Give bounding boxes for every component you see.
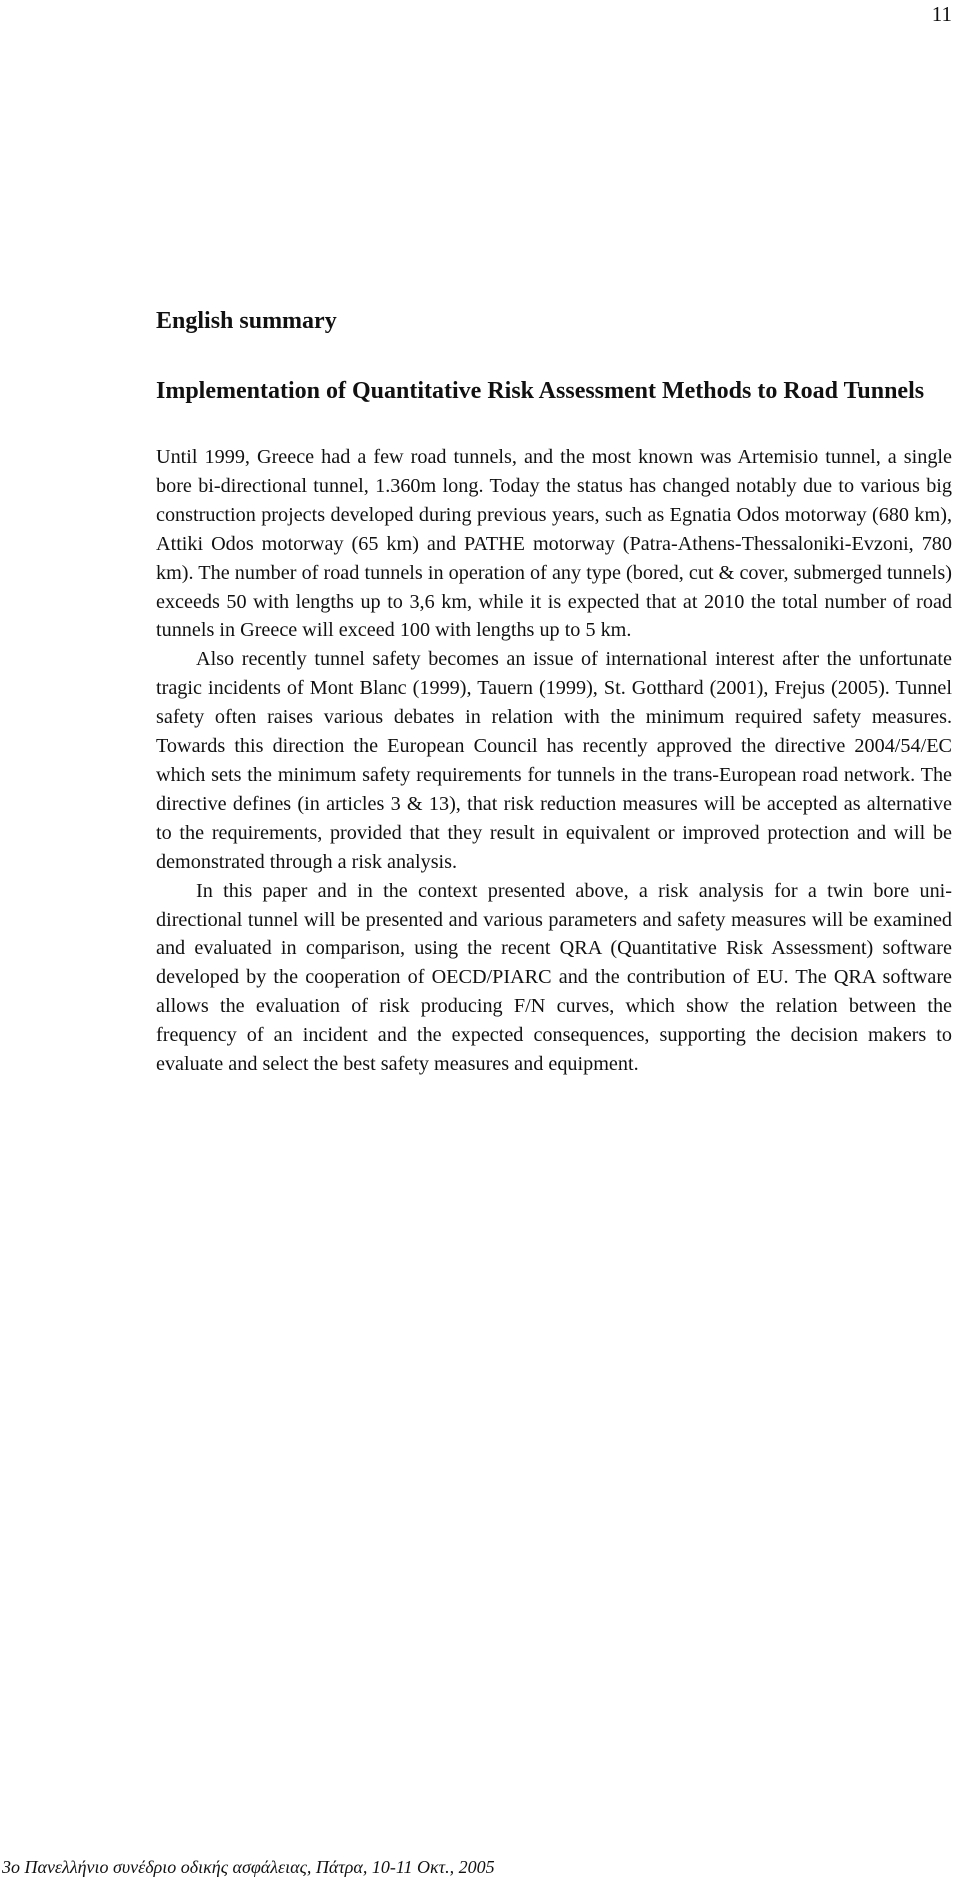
section-heading: English summary [156,308,337,334]
paper-title: Implementation of Quantitative Risk Assessment Methods to Road Tunnels [156,378,925,404]
conference-footer: 3o Πανελλήνιο συνέδριο οδικής ασφάλειας, Πάτρα, 10-11 Οκτ., 2005 [2,1857,495,1877]
document-body [156,306,952,1079]
paragraph-intro: Until 1999, Greece had a few road tunnels, and the most known was Artemisio tunnel, a single bore bi-directional tunnel, 1.360m long. Today the status has changed notably due to various big construction projects developed during previous years, such as Egnatia Odos motorway (680 km), Attiki Odos motorway (65 km) and PATHE motorway (Patra-Athens-Thessaloniki-Evzoni, 780 km). The number of road tunnels in operation of any type (bored, cut & cover, submerged tunnels) exceeds 50 with lengths up to 3,6 km, while it is expected that at 2010 the total number of road tunnels in Greece will exceed 100 with lengths up to 5 km. [156,446,952,642]
page-number: 11 [931,2,952,26]
paragraph-risk-analysis: In this paper and in the context presented above, a risk analysis for a twin bore uni-directional tunnel will be presented and various parameters and safety measures will be examined and evaluated in comparison, using the recent QRA (Quantitative Risk Assessment) software developed by the cooperation of OECD/PIARC and the contribution of EU. The QRA software allows the evaluation of risk producing F/N curves, which show the relation between the frequency of an incident and the expected consequences, supporting the decision makers to evaluate and select the best safety measures and equipment. [156,879,952,1076]
paragraph-safety: Also recently tunnel safety becomes an issue of international interest after the unfortunate tragic incidents of Mont Blanc (1999), Tauern (1999), St. Gotthard (2001), Frejus (2005). Tunnel safety often raises various debates in relation with the minimum required safety measures. Towards this direction the European Council has recently approved the directive 2004/54/EC which sets the minimum safety requirements for tunnels in the trans-European road network. The directive defines (in articles 3 & 13), that risk reduction measures will be accepted as alternative to the requirements, provided that they result in equivalent or improved protection and will be demonstrated through a risk analysis. [156,648,952,873]
